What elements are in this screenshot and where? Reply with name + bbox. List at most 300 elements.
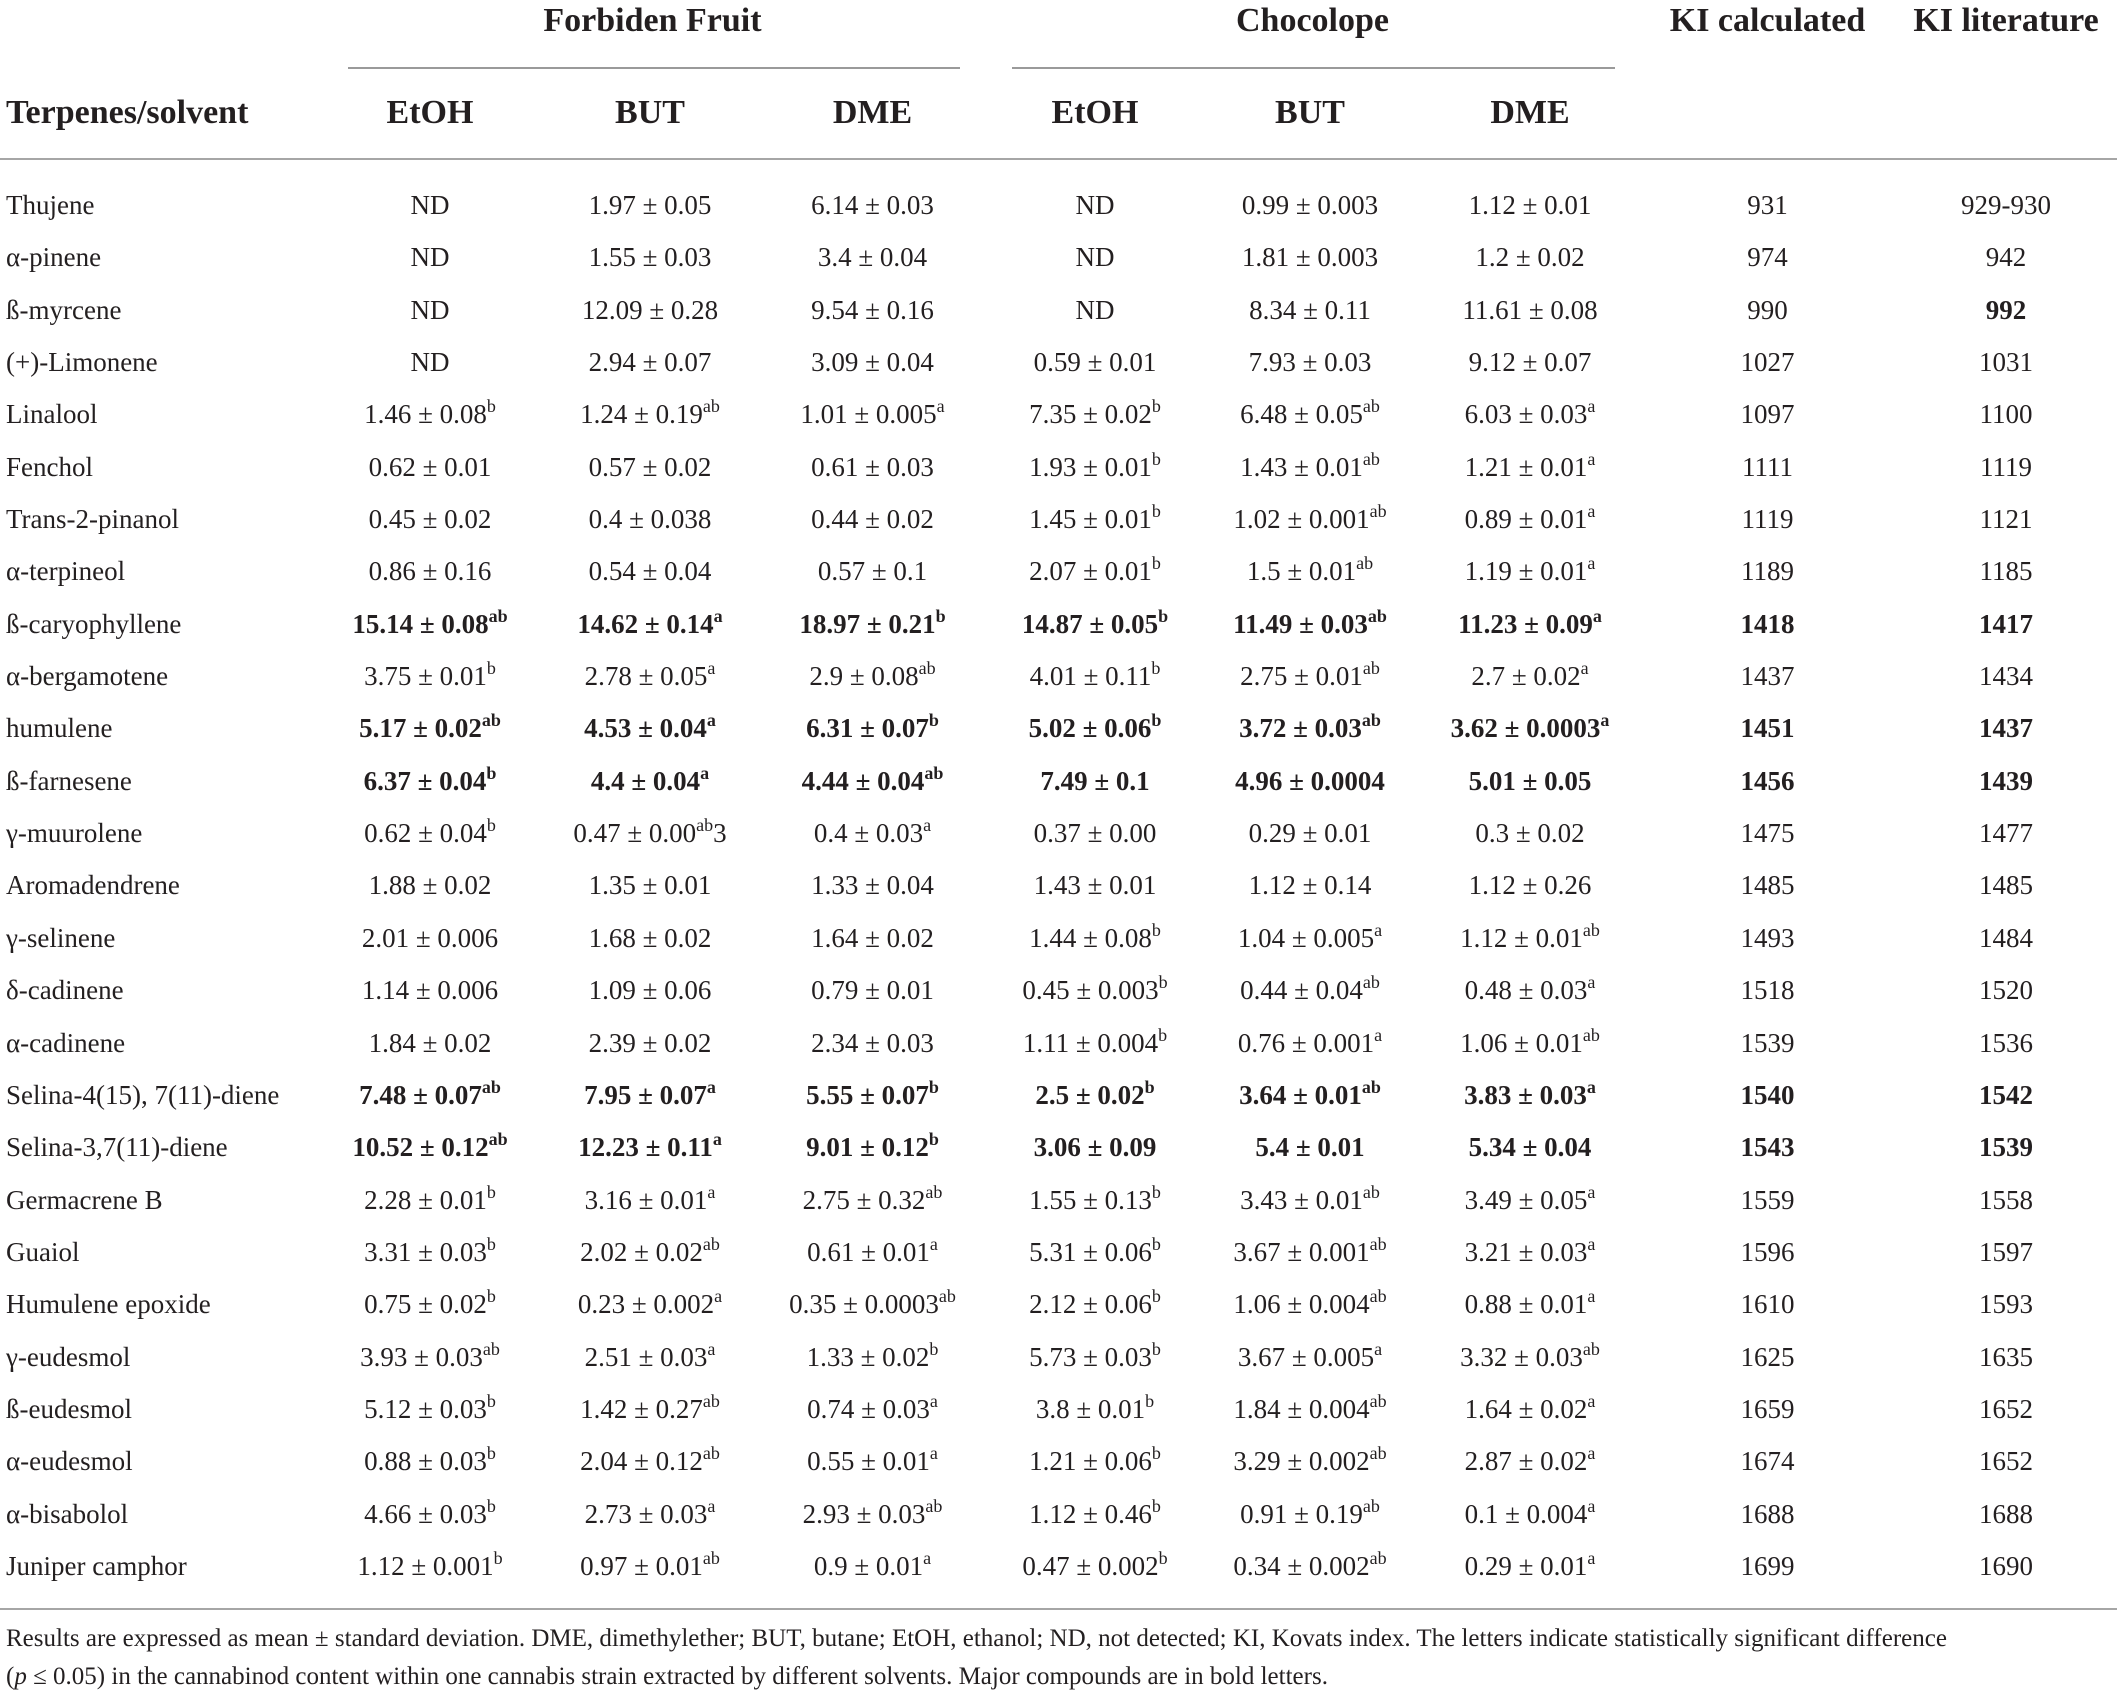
significance-letter: b bbox=[1158, 1547, 1168, 1568]
cell-ch-etoh bbox=[1000, 1021, 1190, 1065]
cell-value: 1596 bbox=[1740, 1236, 1795, 1267]
cell-ff-dme bbox=[765, 549, 980, 593]
header-ki-literature: KI literature bbox=[1913, 2, 2099, 39]
significance-letter: a bbox=[1587, 396, 1596, 417]
cell-value: ND bbox=[1075, 242, 1115, 273]
cell-value: ND bbox=[1075, 294, 1115, 325]
cell-ch-etoh bbox=[1000, 549, 1190, 593]
cell-value: 4.66 ± 0.03 bbox=[364, 1498, 487, 1529]
cell-value: 0.37 ± 0.00 bbox=[1033, 818, 1157, 849]
cell-value: 2.02 ± 0.02 bbox=[580, 1236, 703, 1267]
cell-value: 1439 bbox=[1979, 765, 2033, 796]
significance-letter: ab bbox=[481, 1076, 501, 1097]
significance-letter: b bbox=[486, 1181, 496, 1202]
cell-ch-dme bbox=[1430, 1544, 1630, 1588]
significance-letter: ab bbox=[924, 762, 944, 783]
cell-value: 3.62 ± 0.0003 bbox=[1450, 713, 1601, 744]
terpene-name: δ-cadinene bbox=[6, 975, 124, 1006]
significance-letter: b bbox=[486, 762, 497, 783]
cell-ff-dme bbox=[765, 706, 980, 750]
cell-ch-etoh bbox=[1000, 863, 1190, 907]
cell-ch-dme bbox=[1430, 1021, 1630, 1065]
significance-letter: a bbox=[712, 1129, 722, 1150]
cell-ki-calculated bbox=[1650, 1230, 1885, 1274]
cell-ff-dme bbox=[765, 1282, 980, 1326]
terpene-name: Selina-3,7(11)-diene bbox=[6, 1132, 228, 1163]
cell-value: 3.72 ± 0.03 bbox=[1239, 713, 1362, 744]
cell-ch-dme bbox=[1430, 235, 1630, 279]
cell-value: 0.86 ± 0.16 bbox=[368, 556, 492, 587]
cell-value: 5.02 ± 0.06 bbox=[1028, 713, 1152, 744]
significance-letter: ab bbox=[925, 1181, 943, 1202]
cell-ch-etoh bbox=[1000, 1178, 1190, 1222]
header-ff-dme: DME bbox=[832, 94, 913, 131]
footnote-line-1: Results are expressed as mean ± standard deviation. DME, dimethylether; BUT, butane; EtOH, ethanol; ND, not detected; KI, Kovats index. The letters indicate statistically significant difference bbox=[6, 1625, 1947, 1652]
cell-value: 2.12 ± 0.06 bbox=[1029, 1289, 1152, 1320]
cell-ff-dme bbox=[765, 1439, 980, 1483]
cell-value: 0.44 ± 0.02 bbox=[811, 504, 934, 535]
cell-value: 3.29 ± 0.002 bbox=[1233, 1446, 1370, 1477]
cell-ff-but bbox=[535, 863, 765, 907]
cell-value: 3.64 ± 0.01 bbox=[1239, 1079, 1362, 1110]
cell-value: 0.44 ± 0.04 bbox=[1240, 975, 1363, 1006]
significance-letter: b bbox=[486, 1390, 496, 1411]
significance-letter: b bbox=[486, 658, 496, 679]
group-header-chocolope: Chocolope bbox=[1236, 2, 1389, 39]
cell-value: 1635 bbox=[1979, 1341, 2033, 1372]
cell-value: 1674 bbox=[1740, 1446, 1795, 1477]
cell-value: 1659 bbox=[1740, 1393, 1795, 1424]
cell-value: 7.95 ± 0.07 bbox=[584, 1079, 707, 1110]
significance-letter: b bbox=[1151, 919, 1161, 940]
cell-ch-etoh bbox=[1000, 288, 1190, 332]
significance-letter: ab bbox=[1582, 1338, 1600, 1359]
cell-ki-calculated bbox=[1650, 1125, 1885, 1169]
cell-ch-etoh bbox=[1000, 392, 1190, 436]
cell-value: 1477 bbox=[1979, 818, 2033, 849]
cell-ki-literature bbox=[1895, 1178, 2117, 1222]
cell-ff-etoh bbox=[345, 1544, 515, 1588]
cell-ff-but bbox=[535, 759, 765, 803]
cell-value: 2.51 ± 0.03 bbox=[584, 1341, 708, 1372]
cell-ki-calculated bbox=[1650, 1439, 1885, 1483]
significance-letter: b bbox=[1151, 1181, 1161, 1202]
cell-value: 1.64 ± 0.02 bbox=[811, 922, 934, 953]
table-row bbox=[0, 445, 2117, 497]
cell-ch-but bbox=[1190, 235, 1430, 279]
significance-letter: ab bbox=[1369, 1443, 1387, 1464]
cell-value: 2.75 ± 0.32 bbox=[802, 1184, 926, 1215]
significance-letter: a bbox=[706, 1076, 716, 1097]
significance-letter: ab bbox=[1361, 1076, 1381, 1097]
significance-letter: a bbox=[707, 658, 716, 679]
cell-value: 1.84 ± 0.004 bbox=[1233, 1393, 1370, 1424]
cell-value: 1.46 ± 0.08 bbox=[364, 399, 487, 430]
cell-ff-but bbox=[535, 916, 765, 960]
cell-value: 1.55 ± 0.03 bbox=[588, 242, 712, 273]
cell-ch-but bbox=[1190, 811, 1430, 855]
cell-ch-but bbox=[1190, 654, 1430, 698]
cell-value: 12.09 ± 0.28 bbox=[581, 294, 719, 325]
cell-value: 0.99 ± 0.003 bbox=[1241, 190, 1379, 220]
cell-ch-but bbox=[1190, 1439, 1430, 1483]
cell-ff-but bbox=[535, 654, 765, 698]
significance-letter: ab bbox=[1582, 1024, 1600, 1045]
cell-ff-etoh bbox=[345, 1073, 515, 1117]
cell-ff-but bbox=[535, 1335, 765, 1379]
cell-value: 5.01 ± 0.05 bbox=[1468, 765, 1592, 796]
terpene-name: ß-caryophyllene bbox=[6, 608, 182, 639]
cell-ff-but bbox=[535, 1492, 765, 1536]
cell-ch-dme bbox=[1430, 1125, 1630, 1169]
cell-value: 1185 bbox=[1979, 556, 2033, 587]
cell-ff-but bbox=[535, 1021, 765, 1065]
significance-letter: b bbox=[1151, 1233, 1161, 1254]
cell-ki-literature bbox=[1895, 654, 2117, 698]
cell-value: 1.84 ± 0.02 bbox=[368, 1027, 492, 1058]
cell-value: 1031 bbox=[1979, 347, 2033, 378]
cell-value: 2.78 ± 0.05 bbox=[584, 661, 708, 692]
cell-ff-etoh bbox=[345, 235, 515, 279]
cell-ki-literature bbox=[1895, 288, 2117, 332]
significance-letter: ab bbox=[481, 710, 501, 731]
cell-value: 1.44 ± 0.08 bbox=[1029, 922, 1152, 953]
cell-ch-dme bbox=[1430, 1282, 1630, 1326]
significance-letter: b bbox=[1151, 1443, 1161, 1464]
cell-value: 6.48 ± 0.05 bbox=[1240, 399, 1363, 430]
significance-letter: ab bbox=[482, 1338, 500, 1359]
cell-ch-but bbox=[1190, 1492, 1430, 1536]
cell-ff-but bbox=[535, 1439, 765, 1483]
header-ki-calculated: KI calculated bbox=[1669, 2, 1866, 39]
cell-value: 0.9 ± 0.01 bbox=[813, 1550, 924, 1581]
cell-value: 2.9 ± 0.08 bbox=[809, 661, 919, 692]
cell-ki-calculated bbox=[1650, 811, 1885, 855]
cell-ch-but bbox=[1190, 1387, 1430, 1431]
significance-letter: a bbox=[1587, 1286, 1596, 1307]
cell-ff-etoh bbox=[345, 1021, 515, 1065]
cell-ff-dme bbox=[765, 916, 980, 960]
cell-value: 2.5 ± 0.02 bbox=[1035, 1079, 1145, 1110]
significance-letter: a bbox=[1600, 710, 1610, 731]
cell-ff-but bbox=[535, 811, 765, 855]
significance-letter: a bbox=[1374, 1338, 1383, 1359]
terpene-name: Thujene bbox=[6, 190, 95, 220]
cell-value: 1.42 ± 0.27 bbox=[580, 1393, 703, 1424]
cell-ff-dme bbox=[765, 1178, 980, 1222]
cell-ch-but bbox=[1190, 1125, 1430, 1169]
cell-value: 990 bbox=[1747, 294, 1788, 325]
cell-ff-but bbox=[535, 1387, 765, 1431]
cell-ff-but bbox=[535, 340, 765, 384]
table-row bbox=[0, 1021, 2117, 1073]
cell-ff-etoh bbox=[345, 1230, 515, 1274]
cell-ki-calculated bbox=[1650, 1335, 1885, 1379]
cell-ch-but bbox=[1190, 759, 1430, 803]
cell-value: 6.31 ± 0.07 bbox=[806, 713, 929, 744]
significance-letter: a bbox=[707, 1495, 716, 1516]
significance-letter: a bbox=[1592, 605, 1602, 626]
cell-value: 6.03 ± 0.03 bbox=[1464, 399, 1588, 430]
cell-value: 2.07 ± 0.01 bbox=[1029, 556, 1152, 587]
significance-letter: a bbox=[923, 1547, 932, 1568]
cell-value: 3.83 ± 0.03 bbox=[1464, 1079, 1587, 1110]
cell-value: 5.55 ± 0.07 bbox=[806, 1079, 929, 1110]
cell-ch-etoh bbox=[1000, 759, 1190, 803]
group-underline-chocolope bbox=[1012, 67, 1615, 69]
cell-value: 1.81 ± 0.003 bbox=[1241, 242, 1379, 273]
cell-value: 1.06 ± 0.01 bbox=[1460, 1027, 1583, 1058]
cell-ch-dme bbox=[1430, 1387, 1630, 1431]
terpene-name: ß-myrcene bbox=[6, 294, 122, 325]
significance-letter: b bbox=[1158, 605, 1169, 626]
cell-value: 1.12 ± 0.26 bbox=[1468, 870, 1592, 901]
cell-ki-literature bbox=[1895, 1073, 2117, 1117]
cell-ki-calculated bbox=[1650, 183, 1885, 227]
cell-ch-but bbox=[1190, 288, 1430, 332]
cell-value: 1543 bbox=[1740, 1132, 1795, 1163]
cell-value: 1100 bbox=[1979, 399, 2033, 430]
cell-ki-calculated bbox=[1650, 1492, 1885, 1536]
cell-value: 5.31 ± 0.06 bbox=[1029, 1236, 1152, 1267]
table-row bbox=[0, 968, 2117, 1020]
cell-ch-but bbox=[1190, 863, 1430, 907]
cell-value: 1699 bbox=[1740, 1550, 1795, 1581]
cell-value: 0.34 ± 0.002 bbox=[1233, 1550, 1370, 1581]
significance-letter: ab bbox=[925, 1495, 943, 1516]
significance-letter: b bbox=[928, 1129, 939, 1150]
cell-value: ND bbox=[410, 347, 450, 378]
cell-ki-literature bbox=[1895, 1492, 2117, 1536]
cell-ff-but bbox=[535, 445, 765, 489]
cell-ki-literature bbox=[1895, 863, 2117, 907]
cell-ff-dme bbox=[765, 445, 980, 489]
cell-ff-but bbox=[535, 1230, 765, 1274]
cell-ch-but bbox=[1190, 340, 1430, 384]
significance-letter: ab bbox=[1369, 1547, 1387, 1568]
cell-ch-etoh bbox=[1000, 497, 1190, 541]
significance-letter: ab bbox=[1362, 972, 1380, 993]
cell-value: 3.49 ± 0.05 bbox=[1464, 1184, 1588, 1215]
cell-ki-literature bbox=[1895, 235, 2117, 279]
cell-ki-literature bbox=[1895, 916, 2117, 960]
significance-letter: a bbox=[700, 762, 710, 783]
cell-value: 1189 bbox=[1741, 556, 1794, 587]
cell-ch-dme bbox=[1430, 1335, 1630, 1379]
cell-ch-dme bbox=[1430, 497, 1630, 541]
table-row bbox=[0, 602, 2117, 654]
cell-value: 1417 bbox=[1979, 608, 2033, 639]
cell-value: 14.62 ± 0.14 bbox=[577, 608, 714, 639]
cell-value: ND bbox=[1075, 190, 1115, 220]
cell-value: 0.74 ± 0.03 bbox=[807, 1393, 930, 1424]
cell-ch-but bbox=[1190, 183, 1430, 227]
cell-ki-calculated bbox=[1650, 445, 1885, 489]
significance-letter: b bbox=[1151, 448, 1161, 469]
cell-value: 9.01 ± 0.12 bbox=[806, 1132, 929, 1163]
cell-ch-etoh bbox=[1000, 183, 1190, 227]
significance-letter: b bbox=[486, 1495, 496, 1516]
significance-letter: ab bbox=[1362, 448, 1380, 469]
cell-value: 8.34 ± 0.11 bbox=[1249, 294, 1371, 325]
cell-ch-etoh bbox=[1000, 811, 1190, 855]
cell-ki-calculated bbox=[1650, 706, 1885, 750]
group-header-forbiden-fruit: Forbiden Fruit bbox=[543, 2, 762, 39]
cell-value: 1434 bbox=[1979, 661, 2033, 692]
cell-ff-etoh bbox=[345, 1439, 515, 1483]
cell-ch-etoh bbox=[1000, 916, 1190, 960]
cell-value: 1.12 ± 0.001 bbox=[357, 1550, 494, 1581]
cell-value: 1.43 ± 0.01 bbox=[1033, 870, 1157, 901]
cell-value: 7.93 ± 0.03 bbox=[1248, 347, 1372, 378]
significance-letter: b bbox=[1158, 1024, 1168, 1045]
significance-letter: ab bbox=[1362, 1495, 1380, 1516]
cell-value: 3.06 ± 0.09 bbox=[1033, 1132, 1157, 1163]
table-row bbox=[0, 1544, 2117, 1596]
cell-ff-but bbox=[535, 1178, 765, 1222]
cell-ki-literature bbox=[1895, 340, 2117, 384]
significance-letter: ab bbox=[1362, 1181, 1380, 1202]
table-row bbox=[0, 1492, 2117, 1544]
cell-ki-calculated bbox=[1650, 759, 1885, 803]
cell-value: 1485 bbox=[1979, 870, 2033, 901]
cell-value: 4.4 ± 0.04 bbox=[590, 765, 701, 796]
cell-ki-calculated bbox=[1650, 916, 1885, 960]
cell-value: 1027 bbox=[1740, 347, 1795, 378]
table-footnote bbox=[6, 1620, 2111, 1696]
cell-value: 2.7 ± 0.02 bbox=[1471, 661, 1581, 692]
cell-ff-etoh bbox=[345, 1125, 515, 1169]
significance-letter: a bbox=[1586, 1076, 1596, 1097]
cell-ch-dme bbox=[1430, 288, 1630, 332]
significance-letter: ab bbox=[1369, 1390, 1387, 1411]
cell-ki-calculated bbox=[1650, 1387, 1885, 1431]
cell-value: 1610 bbox=[1740, 1289, 1795, 1320]
cell-value: 1111 bbox=[1742, 451, 1793, 482]
cell-ki-calculated bbox=[1650, 1178, 1885, 1222]
cell-ki-literature bbox=[1895, 1439, 2117, 1483]
significance-letter: a bbox=[1587, 1390, 1596, 1411]
table-row bbox=[0, 1125, 2117, 1177]
terpene-name: α-bergamotene bbox=[6, 661, 169, 692]
cell-value: 0.23 ± 0.002 bbox=[577, 1289, 715, 1320]
table-row bbox=[0, 1073, 2117, 1125]
table-row bbox=[0, 1178, 2117, 1230]
cell-value: 0.47 ± 0.002 bbox=[1022, 1550, 1159, 1581]
cell-ki-calculated bbox=[1650, 602, 1885, 646]
cell-ff-dme bbox=[765, 1230, 980, 1274]
cell-value: 1493 bbox=[1740, 922, 1795, 953]
cell-value: 2.34 ± 0.03 bbox=[811, 1027, 934, 1058]
cell-ch-but bbox=[1190, 392, 1430, 436]
cell-ch-dme bbox=[1430, 1439, 1630, 1483]
cell-value: 0.1 ± 0.004 bbox=[1464, 1498, 1588, 1529]
cell-value: 1.09 ± 0.06 bbox=[588, 975, 712, 1006]
cell-value: 0.97 ± 0.01 bbox=[580, 1550, 703, 1581]
cell-value: 0.61 ± 0.03 bbox=[811, 451, 934, 482]
terpene-name: Humulene epoxide bbox=[6, 1289, 211, 1320]
cell-value: 3.21 ± 0.03 bbox=[1464, 1236, 1588, 1267]
cell-ff-etoh bbox=[345, 497, 515, 541]
cell-ff-dme bbox=[765, 1335, 980, 1379]
significance-letter: b bbox=[493, 1547, 503, 1568]
cell-value: 2.87 ± 0.02 bbox=[1464, 1446, 1588, 1477]
significance-letter: ab bbox=[702, 1443, 720, 1464]
cell-ki-literature bbox=[1895, 759, 2117, 803]
header-ch-but: BUT bbox=[1275, 94, 1345, 131]
cell-ff-etoh bbox=[345, 183, 515, 227]
cell-ff-etoh bbox=[345, 549, 515, 593]
cell-value: 2.04 ± 0.12 bbox=[580, 1446, 703, 1477]
table-row bbox=[0, 654, 2117, 706]
significance-letter: b bbox=[1151, 553, 1161, 574]
cell-ff-dme bbox=[765, 340, 980, 384]
cell-value: 0.4 ± 0.03 bbox=[813, 818, 924, 849]
cell-ff-etoh bbox=[345, 863, 515, 907]
significance-letter: a bbox=[713, 605, 723, 626]
cell-ff-etoh bbox=[345, 654, 515, 698]
cell-ki-literature bbox=[1895, 1544, 2117, 1588]
cell-ch-dme bbox=[1430, 706, 1630, 750]
cell-value: 1485 bbox=[1740, 870, 1795, 901]
significance-letter: ab bbox=[1362, 658, 1380, 679]
table-row bbox=[0, 340, 2117, 392]
cell-ch-etoh bbox=[1000, 445, 1190, 489]
cell-value: 1119 bbox=[1741, 504, 1794, 535]
cell-value: 931 bbox=[1747, 190, 1788, 220]
cell-ch-but bbox=[1190, 1073, 1430, 1117]
cell-value: 2.01 ± 0.006 bbox=[361, 922, 499, 953]
significance-letter: ab bbox=[1367, 605, 1387, 626]
cell-value: 18.97 ± 0.21 bbox=[799, 608, 936, 639]
cell-ch-but bbox=[1190, 706, 1430, 750]
cell-ff-but bbox=[535, 1282, 765, 1326]
cell-value: 3.75 ± 0.01 bbox=[364, 661, 487, 692]
significance-letter: b bbox=[1145, 1390, 1155, 1411]
significance-letter: a bbox=[1587, 972, 1596, 993]
cell-ch-etoh bbox=[1000, 1387, 1190, 1431]
significance-letter: b bbox=[928, 1076, 939, 1097]
cell-ff-etoh bbox=[345, 706, 515, 750]
cell-value: 1121 bbox=[1979, 504, 2033, 535]
cell-value: 3.43 ± 0.01 bbox=[1240, 1184, 1363, 1215]
significance-letter: ab bbox=[1356, 553, 1374, 574]
significance-letter: ab bbox=[702, 1390, 720, 1411]
cell-value: 0.4 ± 0.038 bbox=[588, 504, 712, 535]
cell-value: 5.34 ± 0.04 bbox=[1468, 1132, 1592, 1163]
cell-value: 14.87 ± 0.05 bbox=[1021, 608, 1159, 639]
significance-letter: ab bbox=[1369, 501, 1387, 522]
significance-letter: b bbox=[486, 396, 496, 417]
cell-ch-dme bbox=[1430, 968, 1630, 1012]
cell-ch-dme bbox=[1430, 183, 1630, 227]
significance-letter: ab bbox=[1369, 1233, 1387, 1254]
cell-ch-etoh bbox=[1000, 1125, 1190, 1169]
significance-letter: a bbox=[1587, 1233, 1596, 1254]
header-ch-dme: DME bbox=[1490, 94, 1570, 131]
cell-value: 2.93 ± 0.03 bbox=[802, 1498, 926, 1529]
cell-value: 1418 bbox=[1740, 608, 1795, 639]
cell-value: 3.09 ± 0.04 bbox=[811, 347, 934, 378]
cell-value: 4.01 ± 0.11 bbox=[1029, 661, 1152, 692]
cell-ff-dme bbox=[765, 602, 980, 646]
cell-ff-dme bbox=[765, 235, 980, 279]
cell-value: 3.8 ± 0.01 bbox=[1035, 1393, 1146, 1424]
terpene-name: Selina-4(15), 7(11)-diene bbox=[6, 1079, 280, 1110]
cell-ff-but bbox=[535, 1544, 765, 1588]
cell-value: 1597 bbox=[1979, 1236, 2033, 1267]
cell-trailing-text: 3 bbox=[713, 818, 727, 849]
